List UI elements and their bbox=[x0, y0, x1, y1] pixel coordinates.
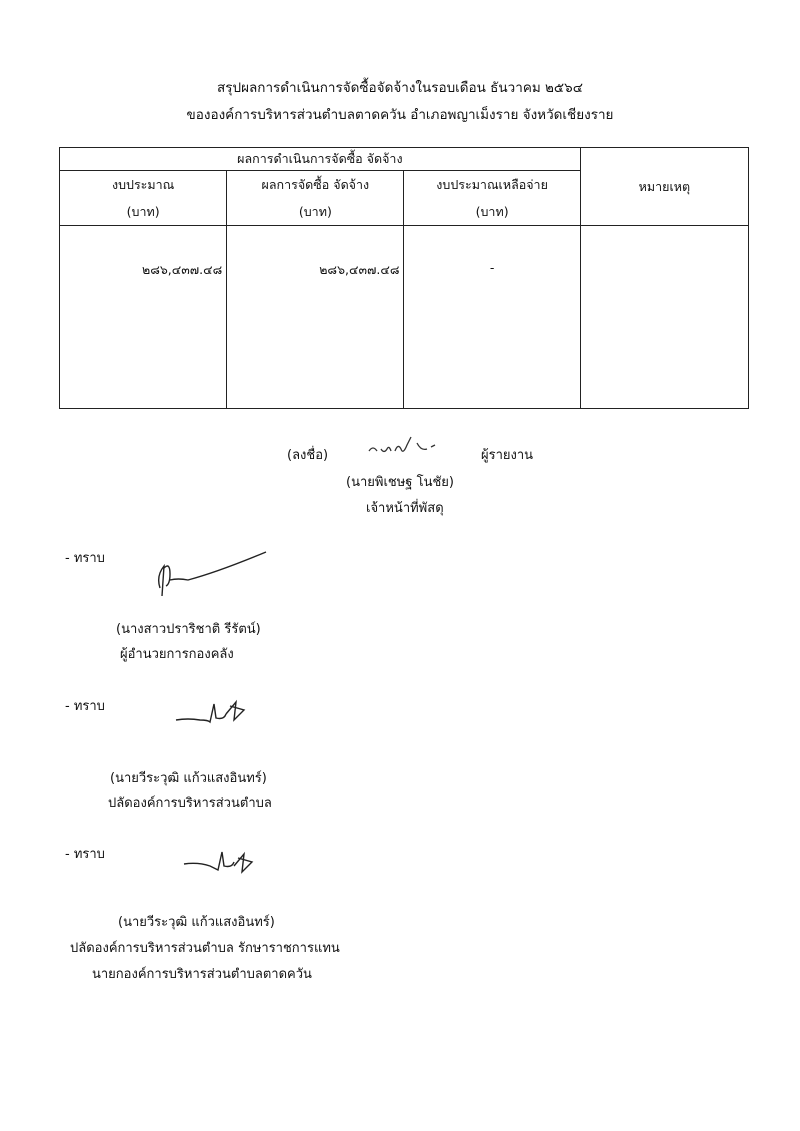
result-header-label: ผลการจัดซื้อ จัดจ้าง bbox=[261, 177, 370, 192]
remark-value-cell bbox=[580, 226, 748, 409]
ack-signature-3 bbox=[178, 848, 263, 882]
ack-position-1: ผู้อำนวยการกองคลัง bbox=[120, 647, 234, 662]
ack-name-1: (นางสาวปราริชาติ รีรัตน์) bbox=[116, 622, 261, 637]
ack-signature-2 bbox=[170, 696, 255, 730]
ack-label-3: - ทราบ bbox=[65, 847, 105, 862]
reporter-name: (นายพิเชษฐ โนชัย) bbox=[346, 475, 454, 490]
procurement-summary-table bbox=[59, 147, 749, 409]
budget-header-unit: (บาท) bbox=[126, 204, 160, 219]
reporter-signature bbox=[365, 435, 445, 461]
budget-value-cell: ๒๘๖,๔๓๗.๔๘ bbox=[60, 226, 227, 409]
ack-label-1: - ทราบ bbox=[65, 551, 105, 566]
remaining-header-unit: (บาท) bbox=[475, 204, 509, 219]
ack-name-2: (นายวีระวุฒิ แก้วแสงอินทร์) bbox=[110, 771, 267, 786]
ack-label-2: - ทราบ bbox=[65, 699, 105, 714]
ack-position-3-line2: นายกองค์การบริหารส่วนตำบลตาดควัน bbox=[92, 967, 312, 982]
budget-header-label: งบประมาณ bbox=[111, 177, 175, 192]
reporter-position: เจ้าหน้าที่พัสดุ bbox=[366, 501, 444, 516]
remaining-value-cell: - bbox=[404, 226, 580, 409]
ack-name-3: (นายวีระวุฒิ แก้วแสงอินทร์) bbox=[118, 915, 275, 930]
ack-position-2: ปลัดองค์การบริหารส่วนตำบล bbox=[108, 796, 272, 811]
result-header-cell bbox=[227, 171, 404, 226]
result-header-unit: (บาท) bbox=[298, 204, 332, 219]
ack-position-3: ปลัดองค์การบริหารส่วนตำบล รักษาราชการแทน bbox=[70, 941, 340, 956]
group-header-cell: ผลการดำเนินการจัดซื้อ จัดจ้าง bbox=[60, 148, 581, 171]
remaining-header-label: งบประมาณเหลือจ่าย bbox=[436, 177, 548, 192]
budget-header-cell bbox=[60, 171, 227, 226]
remaining-header-cell bbox=[404, 171, 580, 226]
remark-header-cell: หมายเหตุ bbox=[580, 148, 748, 226]
document-subtitle: ขององค์การบริหารส่วนตำบลตาดควัน อำเภอพญาเม็งราย จังหวัดเชียงราย bbox=[186, 107, 614, 123]
ack-signature-1 bbox=[150, 550, 270, 600]
reporter-role: ผู้รายงาน bbox=[481, 448, 534, 463]
result-value-cell: ๒๘๖,๔๓๗.๔๘ bbox=[227, 226, 404, 409]
sign-prefix: (ลงชื่อ) bbox=[287, 448, 329, 463]
document-title: สรุปผลการดำเนินการจัดซื้อจัดจ้างในรอบเดือน ธันวาคม ๒๕๖๔ bbox=[217, 80, 583, 96]
